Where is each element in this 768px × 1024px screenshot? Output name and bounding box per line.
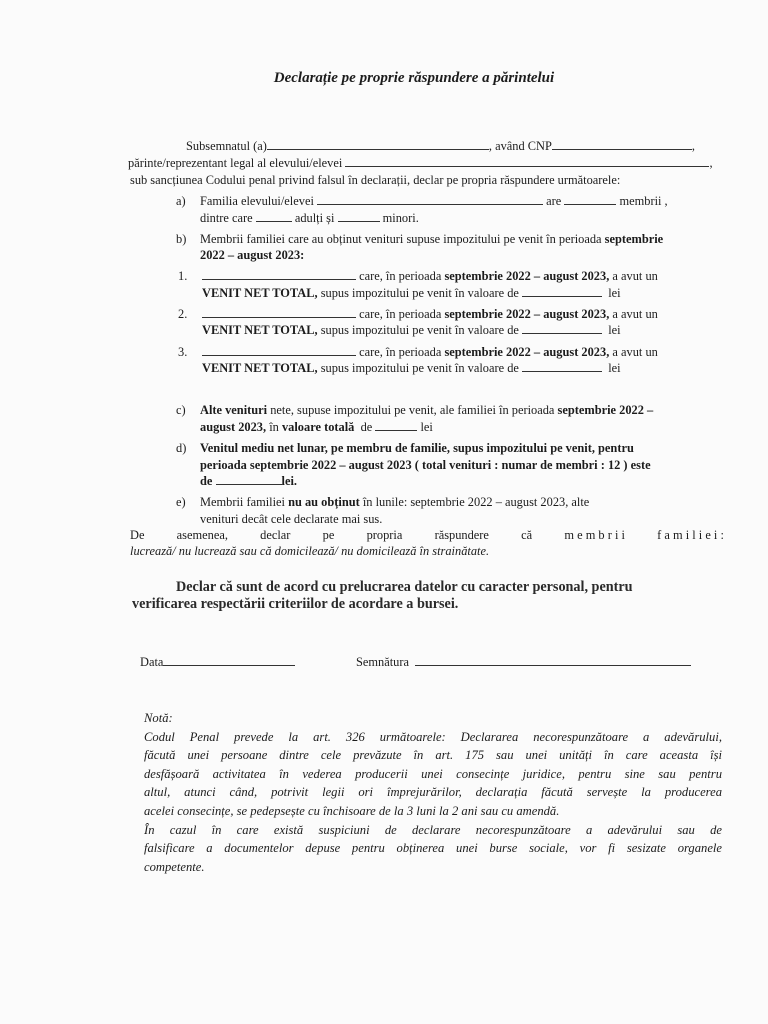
item-d-line-1: Venitul mediu net lunar, pe membru de familie, supus impozitului pe venit, pentru xyxy=(200,441,634,455)
member-3-income-field[interactable] xyxy=(522,360,602,372)
signature-field[interactable] xyxy=(415,654,691,666)
item-c-line-2: august 2023, în valoare totală de lei xyxy=(200,420,433,434)
item-c-line-1: Alte venituri nete, supuse impozitului pe venit, ale familiei în perioada septembrie 2022 – xyxy=(200,403,654,417)
item-a-line-1: Familia elevului/elevei are membrii , xyxy=(200,194,668,208)
family-name-field[interactable] xyxy=(317,193,543,205)
consent-line-2: verificarea respectării criteriilor de acordare a bursei. xyxy=(132,596,459,612)
item-e-marker: e) xyxy=(176,495,186,509)
member-2-line-1: care, în perioada septembrie 2022 – august 2023, a avut un xyxy=(202,306,658,322)
note-line: făcută unei persoane dintre cele prevăzute în art. 175 sau unei unități în care aceasta își xyxy=(144,748,722,763)
item-b-line-2: 2022 – august 2023: xyxy=(200,248,305,262)
members-count-field[interactable] xyxy=(564,193,616,205)
item-d-line-2: perioada septembrie 2022 – august 2023 ( total venituri : numar de membri : 12 ) este xyxy=(200,458,651,472)
member-1-name-field[interactable] xyxy=(202,268,356,280)
signature-row: Semnătura xyxy=(356,654,691,670)
intro-line-3: sub sancțiunea Codului penal privind falsul în declarații, declar pe propria răspundere următoarele: xyxy=(130,173,621,187)
note-line: altul, atunci când, potrivit legii ori împrejurărilor, declarația făcută servește la producerea xyxy=(144,785,722,800)
minors-count-field[interactable] xyxy=(338,210,380,222)
member-1-line-2: VENIT NET TOTAL, supus impozitului pe venit în valoare de lei xyxy=(202,286,621,300)
member-3-line-2: VENIT NET TOTAL, supus impozitului pe venit în valoare de lei xyxy=(202,361,621,375)
name-field[interactable] xyxy=(267,138,489,150)
item-d-marker: d) xyxy=(176,441,187,455)
date-row: Data xyxy=(140,654,295,670)
de-asemenea-line-2: lucrează/ nu lucrează sau că domicilează/ nu domicilează în strainătate. xyxy=(130,544,490,558)
other-income-field[interactable] xyxy=(375,419,417,431)
item-a-line-2: dintre care adulți și minori. xyxy=(200,211,419,225)
member-2-income-field[interactable] xyxy=(522,322,602,334)
item-e-line-2: venituri decât cele declarate mai sus. xyxy=(200,512,383,526)
item-d-line-3: de lei. xyxy=(200,474,297,488)
item-b-line-1: Membrii familiei care au obținut venituri supuse impozitului pe venit în perioada septembrie xyxy=(200,232,664,246)
item-e-line-1: Membrii familiei nu au obținut în lunile: septembrie 2022 – august 2023, alte xyxy=(200,495,590,509)
item-c-marker: c) xyxy=(176,403,186,417)
note-heading: Notă: xyxy=(144,711,173,725)
student-name-field[interactable] xyxy=(345,155,709,167)
date-field[interactable] xyxy=(163,654,295,666)
adults-count-field[interactable] xyxy=(256,210,292,222)
note-line: falsificare a documentelor depuse pentru obținerea unei burse sociale, vor fi sesizate organele xyxy=(144,841,722,856)
de-asemenea-line-1: De asemenea, declar pe propria răspundere că m e m b r i i f a m i l i e i : xyxy=(130,528,724,542)
note-line: În cazul în care există suspiciuni de declarare necorespunzătoare a adevărului sau de xyxy=(144,822,722,837)
member-2-line-2: VENIT NET TOTAL, supus impozitului pe venit în valoare de lei xyxy=(202,323,621,337)
member-1-num: 1. xyxy=(178,269,188,283)
note-line: acelei consecințe, se pedepsește cu închisoare de la 3 luni la 2 ani sau cu amendă. xyxy=(144,803,560,818)
member-2-name-field[interactable] xyxy=(202,306,356,318)
note-line: competente. xyxy=(144,859,205,874)
member-3-num: 3. xyxy=(178,345,188,359)
cnp-field[interactable] xyxy=(552,138,692,150)
member-1-line-1: care, în perioada septembrie 2022 – august 2023, a avut un xyxy=(202,268,658,284)
average-income-field[interactable] xyxy=(216,473,282,485)
item-a-marker: a) xyxy=(176,194,186,208)
member-2-num: 2. xyxy=(178,307,188,321)
consent-line-1: Declar că sunt de acord cu prelucrarea datelor cu caracter personal, pentru xyxy=(176,579,633,595)
note-line: desfășoară activitatea în vederea producerii unei consecințe juridice, pentru sine sau pentru xyxy=(144,766,722,781)
note-line: Codul Penal prevede la art. 326 următoarele: Declararea necorespunzătoare a adevărului, xyxy=(144,729,722,744)
intro-line-1: Subsemnatul (a) , având CNP , xyxy=(186,139,695,153)
member-3-name-field[interactable] xyxy=(202,344,356,356)
member-3-line-1: care, în perioada septembrie 2022 – august 2023, a avut un xyxy=(202,344,658,360)
note-block xyxy=(144,709,722,876)
item-b-marker: b) xyxy=(176,232,187,246)
page-title: Declarație pe proprie răspundere a părintelui xyxy=(273,70,555,86)
member-1-income-field[interactable] xyxy=(522,285,602,297)
intro-line-2: părinte/reprezentant legal al elevului/elevei , xyxy=(128,156,713,170)
